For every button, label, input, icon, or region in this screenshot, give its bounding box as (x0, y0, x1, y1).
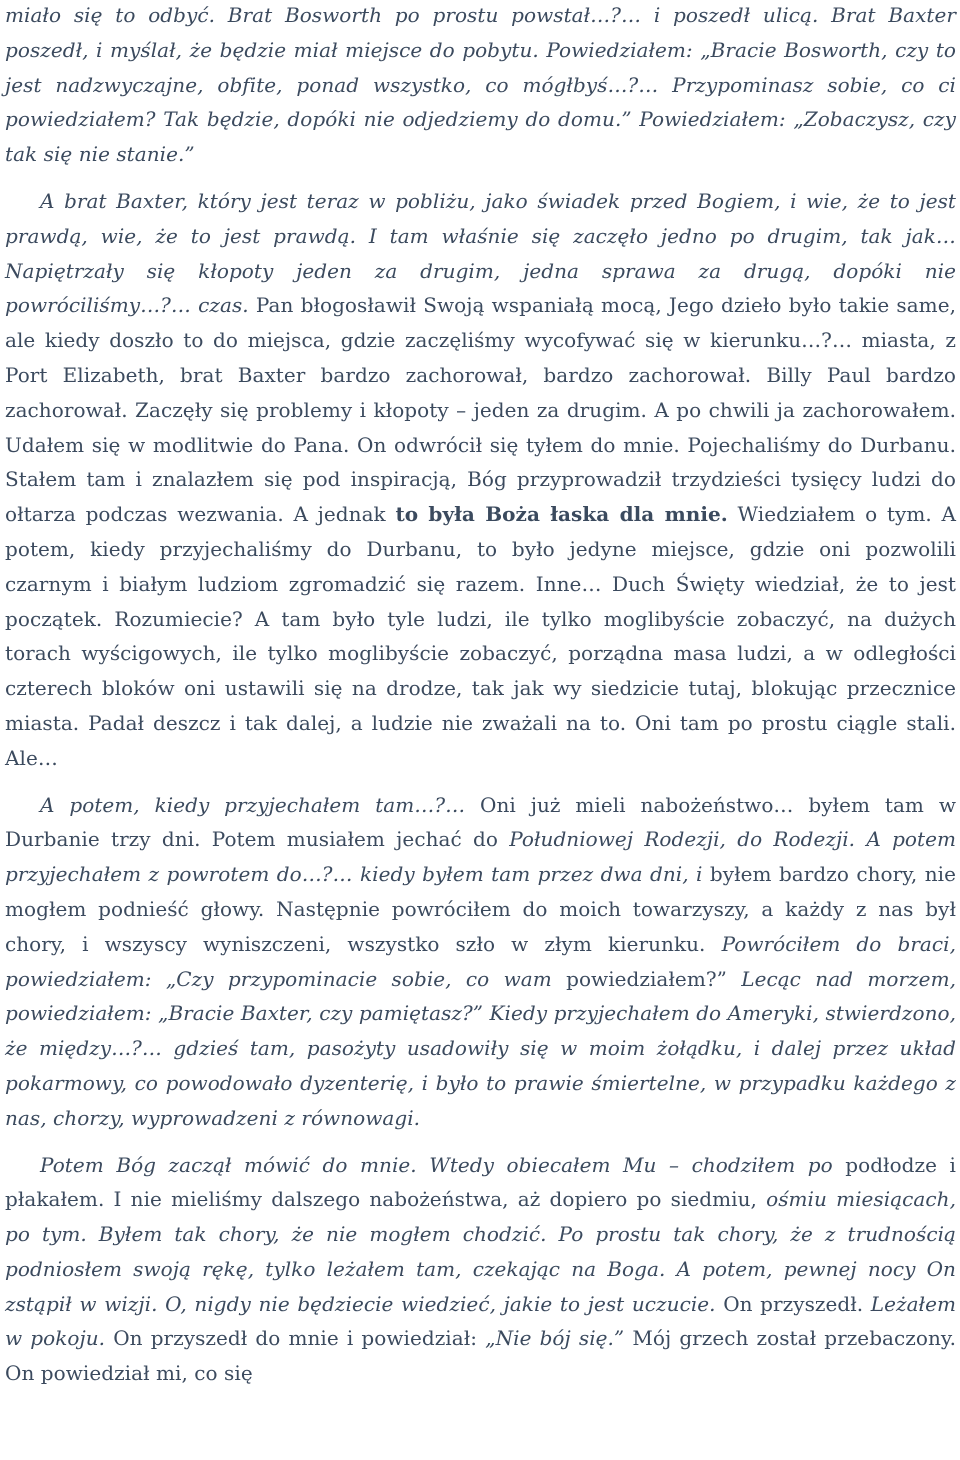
paragraph-2-bold-emphasis: to była Boża łaska dla mnie. (395, 502, 728, 527)
paragraph-3-text-italic-3: Powróciłem do braci, powiedziałem: „Czy przypominacie sobie, co wam (5, 931, 957, 991)
paragraph-4-text-italic-1: Potem Bóg zaczął mówić do mnie. Wtedy obiecałem Mu – chodziłem po (40, 1152, 846, 1177)
paragraph-3-text-italic-2: Południowej Rodezji, do Rodezji. A potem przyjechałem z powrotem do…?… kiedy byłem tam przez dwa dni, i (5, 827, 956, 887)
paragraph-2-text-end: Wiedziałem o tym. A potem, kiedy przyjechaliśmy do Durbanu, to było jedyne miejsce, gdzie oni pozwolili czarnym i białym ludziom zgromadzić się razem. Inne… Duch Święty wiedział, że to jest początek. Rozumiecie? A tam było tyle ludzi, ile tylko moglibyście zobaczyć, na dużych torach wyścigowych, ile tylko moglibyście zobaczyć, porządna masa ludzi, a w odległości czterech bloków oni ustawili się na drodze, tak jak wy siedzicie tutaj, blokując przecznice miasta. Padał deszcz i tak dalej, a ludzie nie zważali na to. Oni tam po prostu ciągle stali. Ale… (5, 502, 956, 770)
paragraph-4-text-italic-2: ośmiu miesiącach, po tym. Byłem tak chory, że nie mogłem chodzić. Po prostu tak chory, że z trudnością podniosłem swoją rękę, tylko leżałem tam, czekając na Boga. A potem, pewnej nocy On zstąpił w wizji. O, nigdy nie będziecie wiedzieć, jakie to jest uczucie. (5, 1187, 956, 1316)
paragraph-1-text: miało się to odbyć. Brat Bosworth po prostu powstał…?… i poszedł ulicą. Brat Baxter poszedł, i myślał, że będzie miał miejsce do pobytu. Powiedziałem: „Bracie Bosworth, czy to jest nadzwyczajne, obfite, ponad wszystko, co mógłbyś…?… Przypominasz sobie, co ci powiedziałem? Tak będzie, dopóki nie odjedziemy do domu.” Powiedziałem: „Zobaczysz, czy tak się nie stanie.” (5, 3, 956, 167)
paragraph-3 (5, 788, 956, 1136)
paragraph-4-text-2: On przyszedł. (723, 1291, 871, 1316)
paragraph-3-text-3: powiedziałem?” (566, 966, 742, 991)
paragraph-1 (5, 0, 956, 172)
paragraph-4-text-3: On przyszedł do mnie i powiedział: (113, 1326, 486, 1351)
paragraph-3-text-2: byłem bardzo chory, nie mogłem podnieść głowy. Następnie powróciłem do moich towarzyszy, a każdy z nas był chory, i wszyscy wyniszczeni, wszystko szło w złym kierunku. (5, 862, 956, 956)
paragraph-2-text-italic: A brat Baxter, który jest teraz w pobliżu, jako świadek przed Bogiem, i wie, że to jest prawdą, wie, że to jest prawdą. I tam właśnie się zaczęło jedno po drugim, tak jak… Napiętrzały się kłopoty jeden za drugim, jedna sprawa za drugą, dopóki nie powróciliśmy…?… czas. (5, 188, 956, 318)
paragraph-4-text-1: podłodze i płakałem. I nie mieliśmy dalszego nabożeństwa, aż dopiero po siedmiu, (5, 1152, 956, 1212)
paragraph-4-text-italic-4: „Nie bój się.” (485, 1326, 633, 1351)
paragraph-4-text-4: Mój grzech został przebaczony. On powiedział mi, co się (5, 1326, 956, 1386)
paragraph-3-text-italic-4: Lecąc nad morzem, powiedziałem: „Bracie Baxter, czy pamiętasz?” Kiedy przyjechałem do Ameryki, stwierdzono, że między…?… gdzieś tam, pasożyty usadowiły się w moim żołądku, i dalej przez układ pokarmowy, co powodowało dyzenterię, i było to prawie śmiertelne, w przypadku każdego z nas, chorzy, wyprowadzeni z równowagi. (5, 966, 956, 1130)
paragraph-4 (5, 1148, 956, 1392)
paragraph-4-text-italic-3: Leżałem w pokoju. (5, 1291, 956, 1351)
paragraph-2-text: Pan błogosławił Swoją wspaniałą mocą, Jego dzieło było takie same, ale kiedy doszło to do miejsca, gdzie zaczęliśmy wycofywać się w kierunku…?… miasta, z Port Elizabeth, brat Baxter bardzo zachorował, bardzo zachorował. Billy Paul bardzo zachorował. Zaczęły się problemy i kłopoty – jeden za drugim. A po chwili ja zachorowałem. Udałem się w modlitwie do Pana. On odwrócił się tyłem do mnie. Pojechaliśmy do Durbanu. Stałem tam i znalazłem się pod inspiracją, Bóg przyprowadził trzydzieści tysięcy ludzi do ołtarza podczas wezwania. A jednak (5, 293, 956, 527)
paragraph-2 (5, 184, 956, 776)
paragraph-3-text-1: Oni już mieli nabożeństwo… byłem tam w Durbanie trzy dni. Potem musiałem jechać do (5, 792, 957, 852)
paragraph-3-text-italic-1: A potem, kiedy przyjechałem tam…?… (40, 792, 481, 817)
